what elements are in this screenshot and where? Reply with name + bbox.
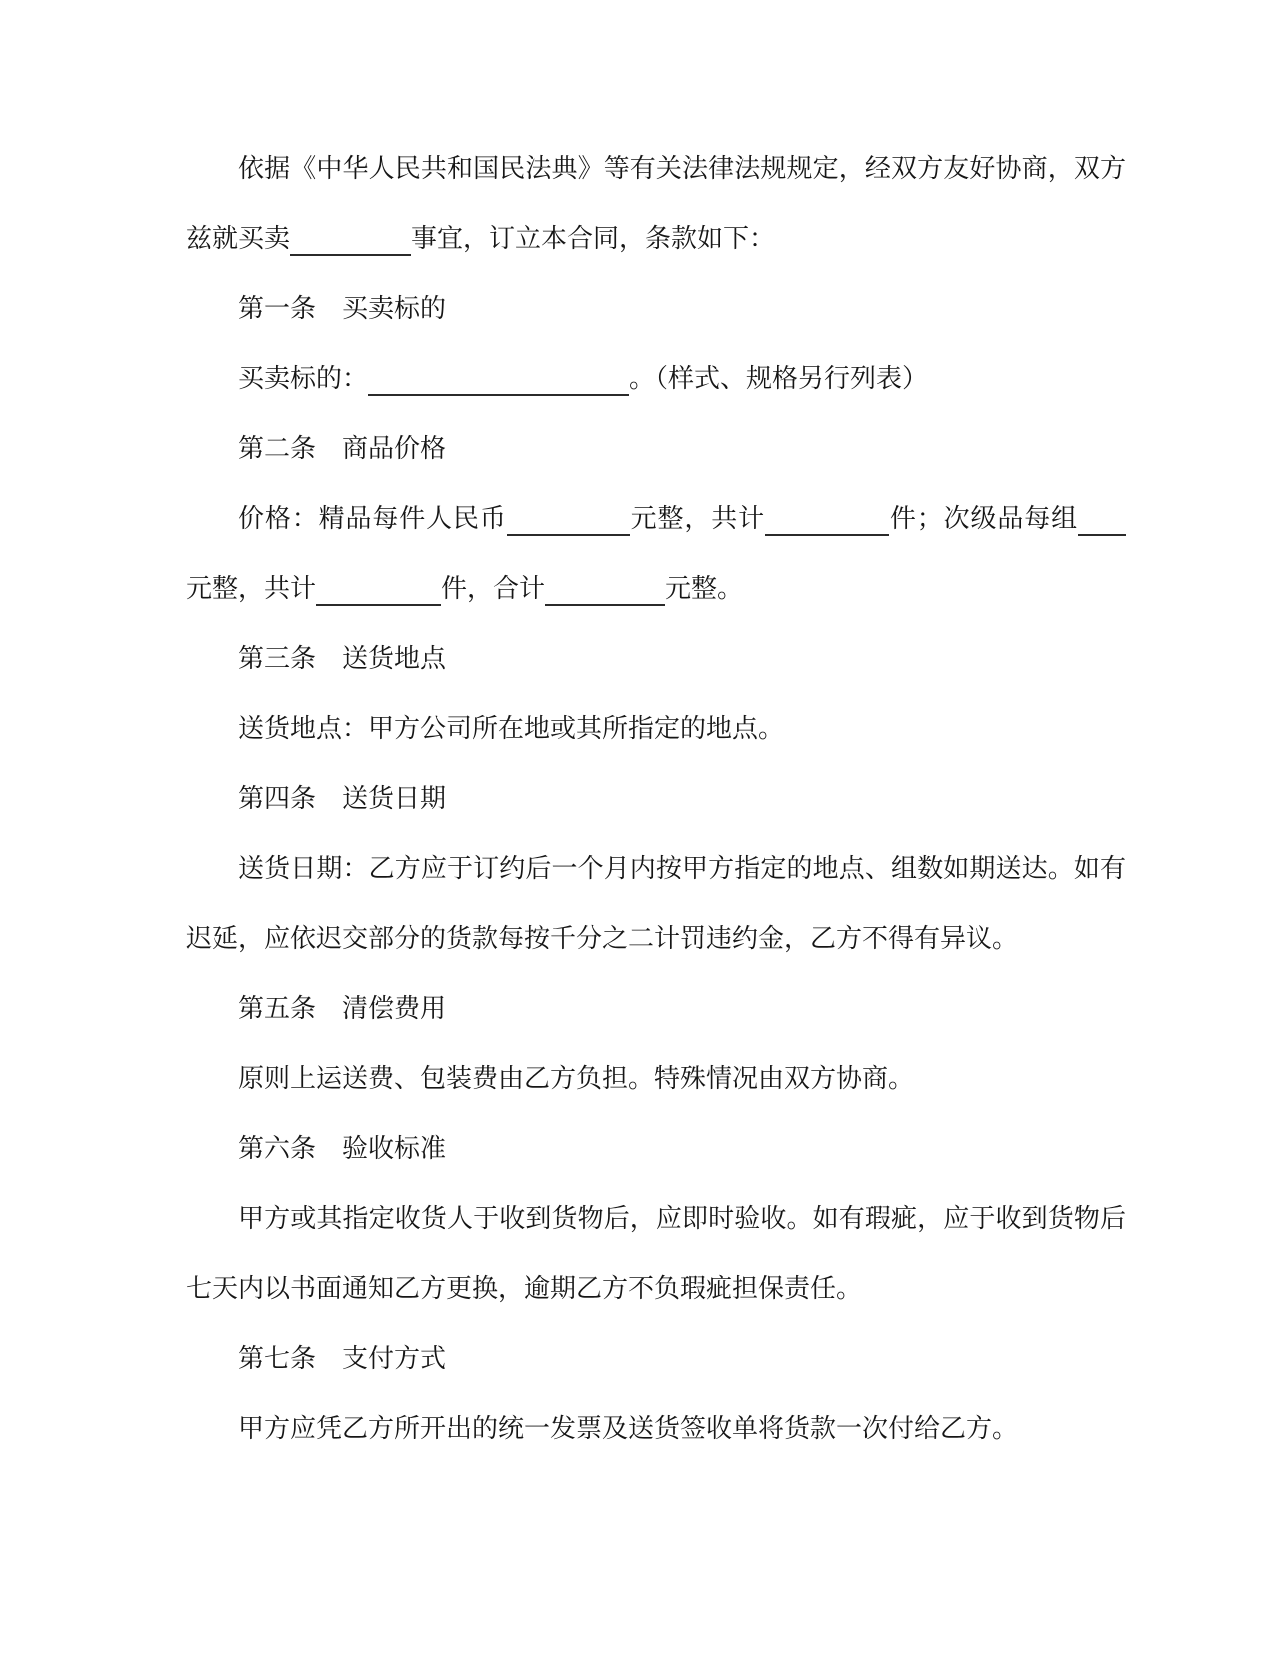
text-run: 第七条 支付方式 [238, 1344, 447, 1373]
text-run: 。（样式、规格另行列表） [629, 364, 929, 393]
fill-in-blank [507, 534, 630, 536]
text-run: 甲方应凭乙方所开出的统一发票及送货签收单将货款一次付给乙方。 [238, 1414, 1019, 1443]
text-run: 第四条 送货日期 [238, 784, 447, 813]
fill-in-blank [316, 604, 441, 606]
contract-paragraph [186, 694, 1126, 764]
text-run: 第一条 买卖标的 [238, 294, 447, 323]
text-run: 件；次级品每组 [888, 504, 1078, 533]
clause-heading [186, 1114, 1126, 1184]
text-run: 元整。 [665, 574, 744, 603]
clause-heading [186, 764, 1126, 834]
contract-paragraph [186, 1394, 1126, 1464]
text-run: 原则上运送费、包装费由乙方负担。特殊情况由双方协商。 [238, 1064, 915, 1093]
text-run: 送货地点：甲方公司所在地或其所指定的地点。 [238, 714, 785, 743]
fill-in-blank [1078, 534, 1126, 536]
fill-in-blank [545, 604, 665, 606]
clause-heading [186, 1324, 1126, 1394]
text-run: 第二条 商品价格 [238, 434, 447, 463]
text-run: 元整，共计 [186, 574, 317, 603]
contract-paragraph [186, 834, 1126, 974]
text-run: 元整，共计 [629, 504, 765, 533]
fill-in-blank [290, 254, 411, 256]
contract-paragraph [186, 1044, 1126, 1114]
contract-body [186, 134, 1126, 1464]
clause-heading [186, 274, 1126, 344]
text-run: 事宜，订立本合同，条款如下： [411, 224, 776, 253]
text-run: 件，合计 [441, 574, 546, 603]
clause-heading [186, 974, 1126, 1044]
text-run: 送货日期：乙方应于订约后一个月内按甲方指定的地点、组数如期送达。如有迟延，应依迟交部分的货款每按千分之二计罚违约金，乙方不得有异议。 [186, 854, 1126, 953]
text-run: 依据《中华人民共和国民法典》等有关法律法规规定，经双方友好协商，双方兹就买卖 [186, 154, 1126, 253]
fill-in-blank [765, 534, 889, 536]
text-run: 买卖标的： [238, 364, 369, 393]
contract-paragraph [186, 344, 1126, 414]
clause-heading [186, 624, 1126, 694]
text-run: 甲方或其指定收货人于收到货物后，应即时验收。如有瑕疵，应于收到货物后七天内以书面通知乙方更换，逾期乙方不负瑕疵担保责任。 [186, 1204, 1126, 1303]
text-run: 第三条 送货地点 [238, 644, 447, 673]
text-run: 价格：精品每件人民币 [238, 504, 507, 533]
text-run: 第六条 验收标准 [238, 1134, 447, 1163]
contract-paragraph [186, 484, 1126, 624]
fill-in-blank [368, 394, 629, 396]
text-run: 第五条 清偿费用 [238, 994, 447, 1023]
contract-paragraph [186, 1184, 1126, 1324]
clause-heading [186, 414, 1126, 484]
contract-paragraph [186, 134, 1126, 274]
